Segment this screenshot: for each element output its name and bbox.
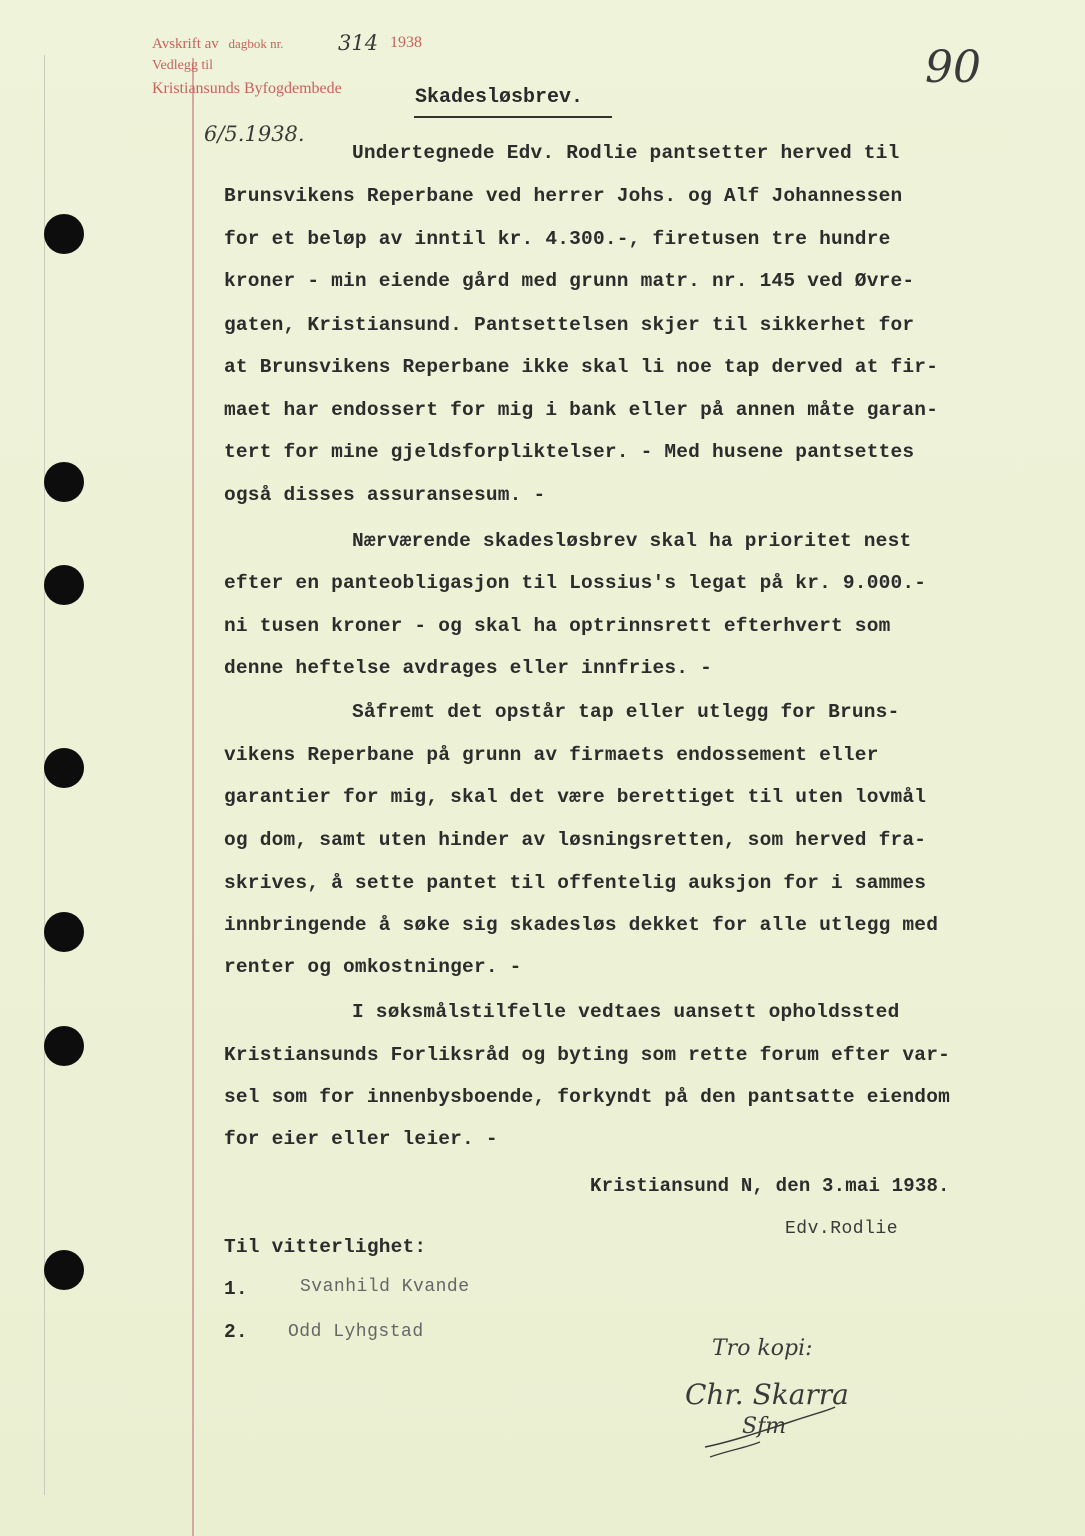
witness-heading: Til vitterlighet: (224, 1236, 427, 1258)
witness-name-2: Odd Lyhgstad (288, 1322, 424, 1342)
stamp-year: 1938 (390, 34, 422, 51)
attestation-note: Tro kopi: (712, 1336, 813, 1361)
body-line: kroner - min eiende gård med grunn matr. nr. 145 ved Øvre- (224, 270, 915, 292)
witness-number-1: 1. (224, 1278, 248, 1300)
page-number: 90 (925, 42, 981, 93)
body-line: vikens Reperbane på grunn av firmaets endossement eller (224, 744, 879, 766)
punch-hole-2 (44, 462, 84, 502)
body-line: garantier for mig, skal det være berettiget til uten lovmål (224, 786, 927, 808)
body-line: Såfremt det opstår tap eller utlegg for Bruns- (352, 701, 900, 723)
punch-hole-5 (44, 912, 84, 952)
body-line: innbringende å søke sig skadesløs dekket for alle utlegg med (224, 914, 939, 936)
body-line: og dom, samt uten hinder av løsningsretten, som herved fra- (224, 829, 927, 851)
body-line: renter og omkostninger. - (224, 956, 522, 978)
signer-name: Edv.Rodlie (785, 1219, 899, 1239)
document-title: Skadesløsbrev. (415, 86, 584, 109)
signature-flourish (700, 1402, 840, 1462)
body-line: for et beløp av inntil kr. 4.300.-, firetusen tre hundre (224, 228, 891, 250)
punch-hole-3 (44, 565, 84, 605)
body-line: også disses assuransesum. - (224, 484, 546, 506)
dagbok-number: 314 (338, 31, 379, 55)
body-line: ni tusen kroner - og skal ha optrinnsrett efterhvert som (224, 615, 891, 637)
place-date: Kristiansund N, den 3.mai 1938. (590, 1175, 950, 1197)
punch-hole-7 (44, 1250, 84, 1290)
witness-number-2: 2. (224, 1321, 248, 1343)
body-line: efter en panteobligasjon til Lossius's legat på kr. 9.000.- (224, 572, 927, 594)
body-line: Kristiansunds Forliksråd og byting som rette forum efter var- (224, 1044, 951, 1066)
witness-name-1: Svanhild Kvande (300, 1277, 470, 1297)
attestation-signature: Chr. Skarra (685, 1378, 849, 1411)
body-line: maet har endossert for mig i bank eller på annen måte garan- (224, 399, 939, 421)
body-line: Nærværende skadesløsbrev skal ha prioritet nest (352, 530, 912, 552)
body-line: gaten, Kristiansund. Pantsettelsen skjer til sikkerhet for (224, 314, 915, 336)
punch-hole-6 (44, 1026, 84, 1066)
body-line: I søksmålstilfelle vedtaes uansett opholdssted (352, 1001, 900, 1023)
handwritten-date: 6/5.1938. (204, 122, 305, 146)
stamp-line-office: Kristiansunds Byfogdembede (152, 80, 342, 97)
body-line: sel som for innenbysboende, forkyndt på den pantsatte eiendom (224, 1086, 951, 1108)
stamp-line-avskrift: Avskrift av dagbok nr. (152, 36, 284, 52)
stamp-line-vedlegg: Vedlegg til (152, 58, 214, 73)
body-line: tert for mine gjeldsforpliktelser. - Med husene pantsettes (224, 441, 915, 463)
punch-hole-1 (44, 214, 84, 254)
body-line: at Brunsvikens Reperbane ikke skal li noe tap derved at fir- (224, 356, 939, 378)
body-line: denne heftelse avdrages eller innfries. - (224, 657, 712, 679)
body-line: Undertegnede Edv. Rodlie pantsetter herved til (352, 142, 900, 164)
body-line: Brunsvikens Reperbane ved herrer Johs. og Alf Johannessen (224, 185, 903, 207)
title-underline (414, 116, 612, 118)
body-line: skrives, å sette pantet til offentelig auksjon for i sammes (224, 872, 927, 894)
red-margin-line (192, 58, 194, 1536)
punch-hole-4 (44, 748, 84, 788)
body-line: for eier eller leier. - (224, 1128, 498, 1150)
attestation-suffix: Sfm (742, 1414, 787, 1439)
